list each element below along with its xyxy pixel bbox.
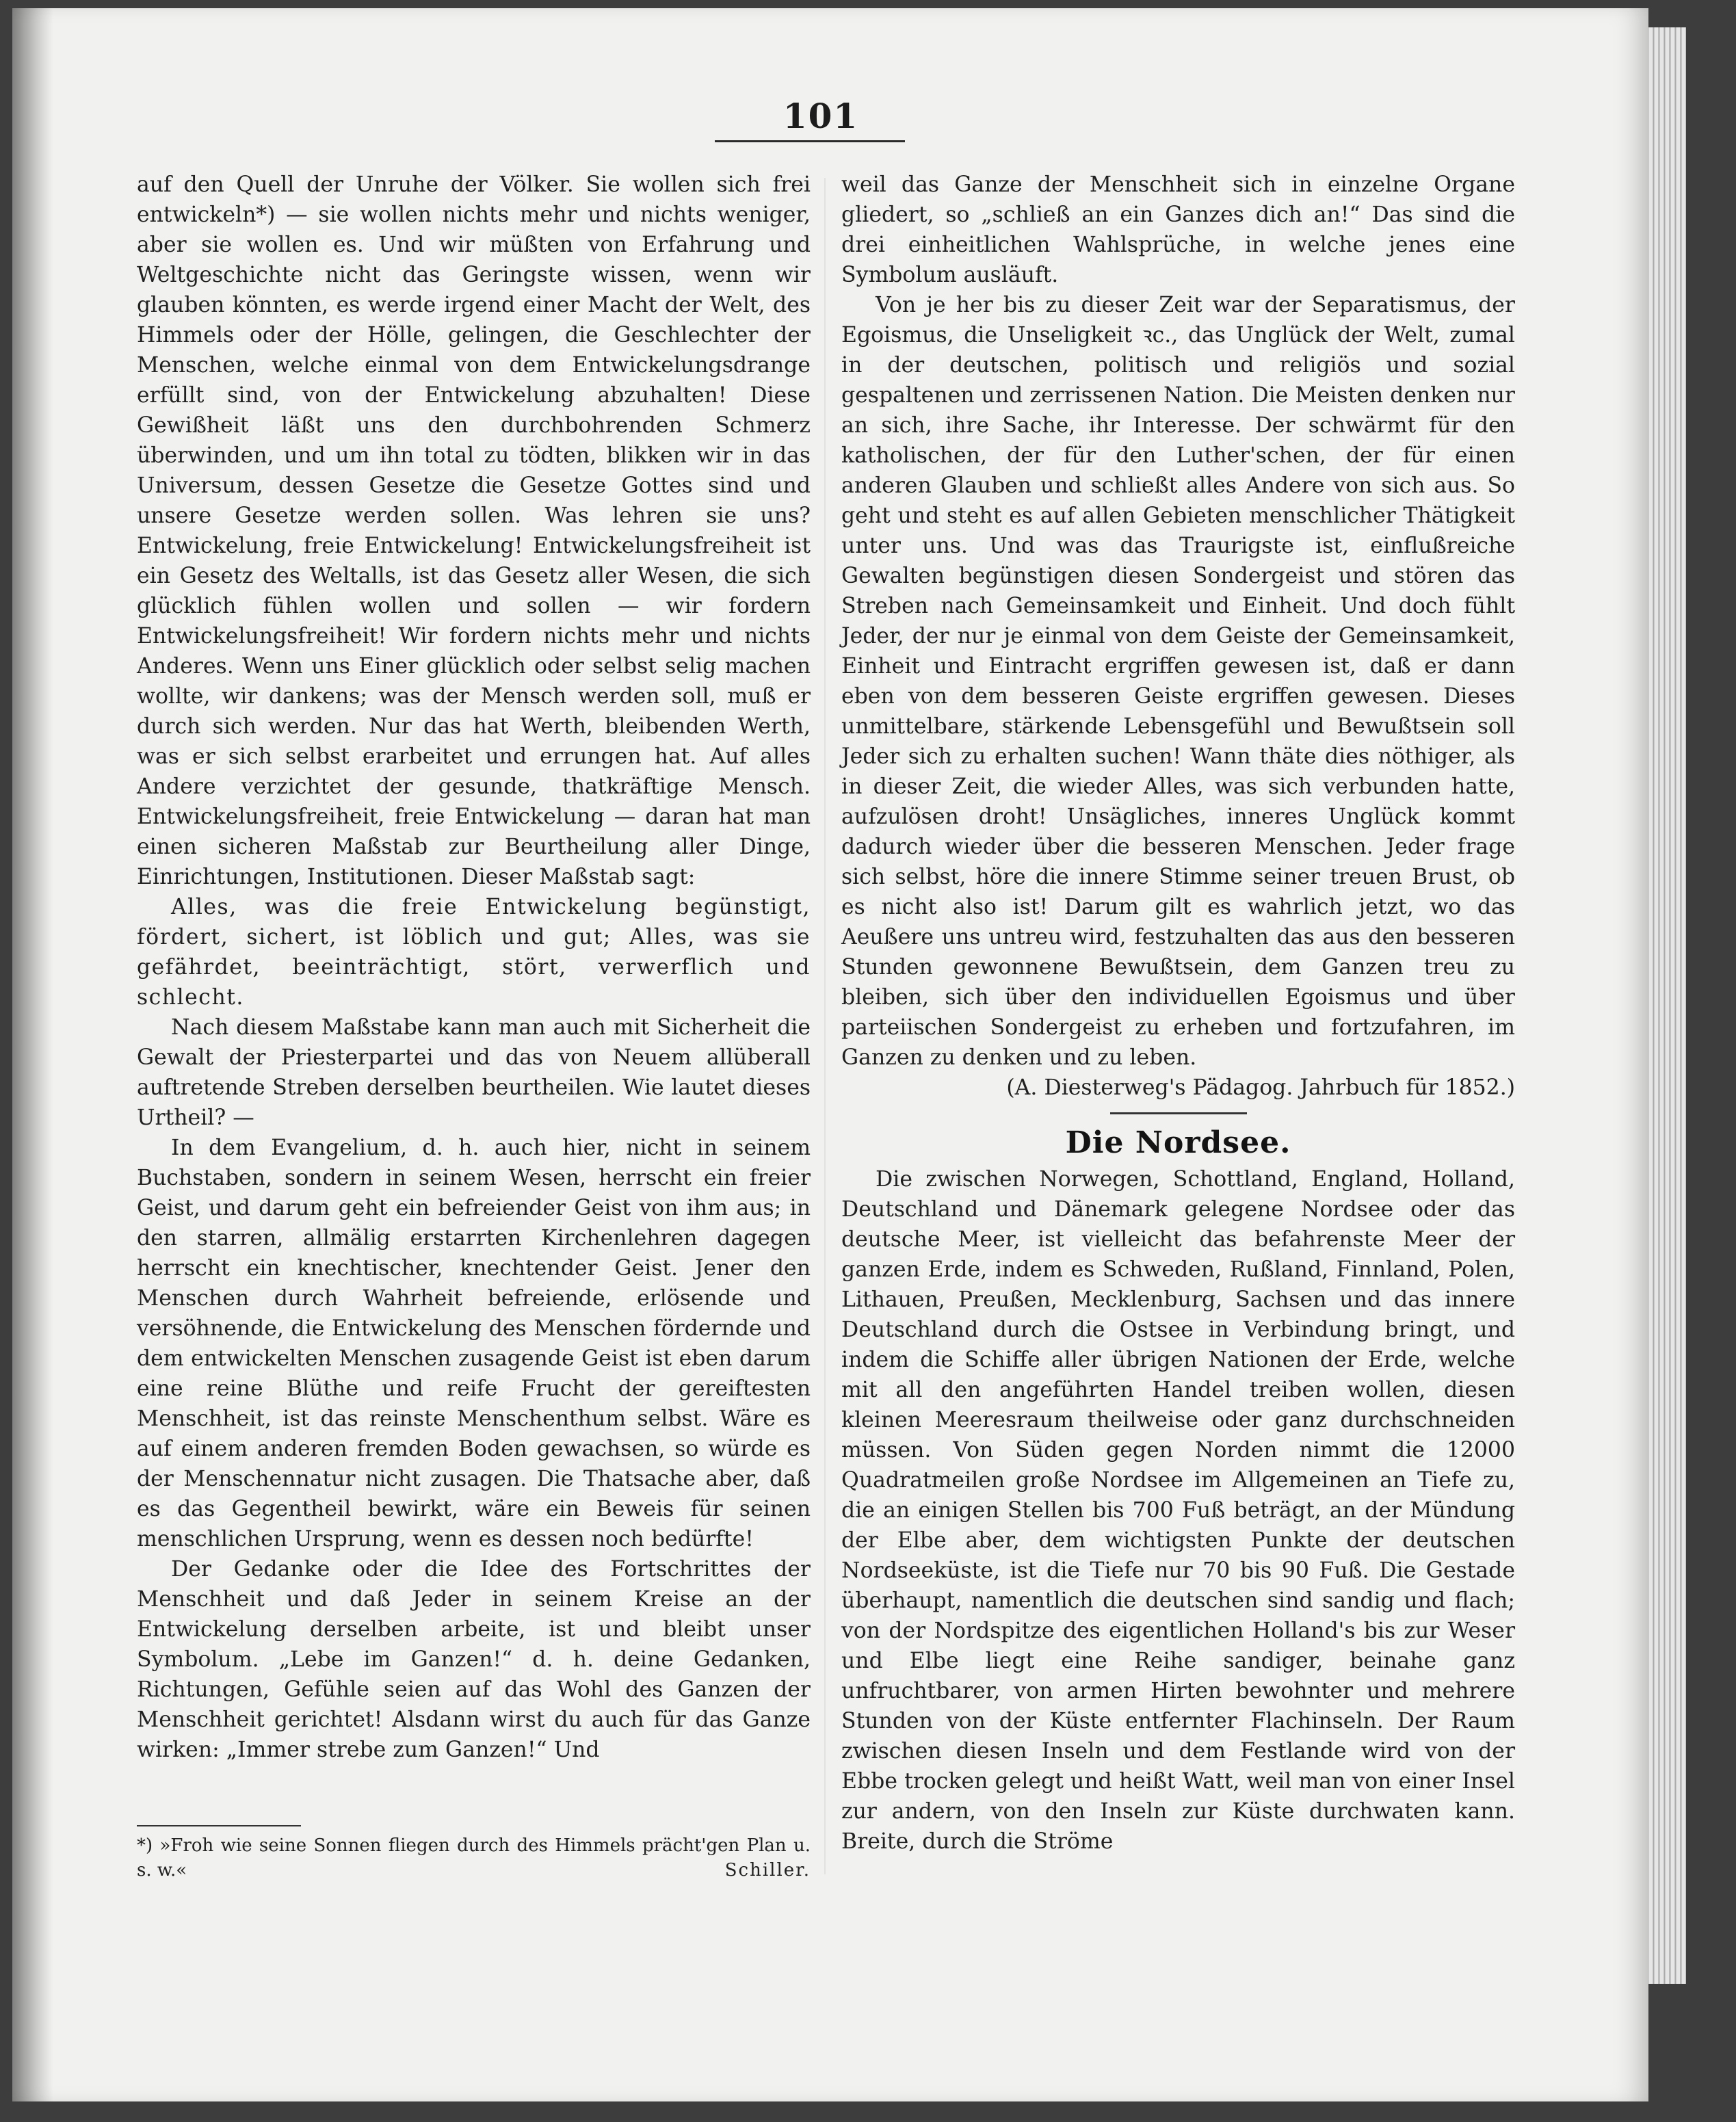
footnote-text: *) »Froh wie seine Sonnen fliegen durch des Himmels prächt'gen Plan u. s. w.« [137, 1835, 811, 1881]
nordsee-paragraph: Die zwischen Norwegen, Schottland, England, Holland, Deutschland und Dänemark gelegene Nordsee oder das deutsche Meer, ist vielleicht das befahrenste Meer der ganzen Erde, indem es Schweden, Rußland, Finnland, Polen, Lithauen, Preußen, Mecklenburg, Sachsen und das innere Deutschland durch die Ostsee in Verbindung bringt, und indem die Schiffe aller übrigen Nationen der Erde, welche mit all den angeführten Handel treiben wollen, diesen kleinen Meeresraum theilweise oder ganz durchschneiden müssen. Von Süden gegen Norden nimmt die 12000 Quadratmeilen große Nordsee im Allgemeinen an Tiefe zu, die an einigen Stellen bis 700 Fuß beträgt, an der Mündung der Elbe aber, dem wichtigsten Punkte der deutschen Nordseeküste, ist die Tiefe nur 70 bis 90 Fuß. Die Gestade überhaupt, namentlich die deutschen sind sandig und flach; von der Nordspitze des eigentlichen Holland's bis zur Weser und Elbe liegt eine Reihe sandiger, beinahe ganz unfruchtbarer, von armen Hirten bewohnter und mehrere Stunden von der Küste entfernter Flachinseln. Der Raum zwischen diesen Inseln und dem Festlande wird von der Ebbe trocken gelegt und heißt Watt, weil man von einer Insel zur andern, von den Inseln zur Küste durchwaten kann. Breite, durch die Ströme [841, 1167, 1515, 1854]
footnote-signature: Schiller. [724, 1860, 811, 1881]
left-column [137, 170, 811, 1880]
footnote-rule [137, 1825, 301, 1826]
column-divider [824, 178, 826, 1874]
left-paragraph-1: auf den Quell der Unruhe der Völker. Sie wollen sich frei entwickeln*) — sie wollen nichts mehr und nichts weniger, aber sie wollen es. Und wir müßten von Erfahrung und Weltgeschichte nicht das Geringste wissen, wenn wir glauben könnten, es werde irgend einer Macht der Welt, des Himmels oder der Hölle, gelingen, die Geschlechter der Menschen, welche einmal von dem Entwickelungsdrange erfüllt sind, von der Entwickelung abzuhalten! Diese Gewißheit läßt uns den durchbohrenden Schmerz überwinden, und um ihn total zu tödten, blikken wir in das Universum, dessen Gesetze die Gesetze Gottes sind und unsere Gesetze werden sollen. Was lehren sie uns? Entwickelung, freie Entwickelung! Entwickelungsfreiheit ist ein Gesetz des Weltalls, ist das Gesetz aller Wesen, die sich glücklich fühlen wollen und sollen — wir fordern Entwickelungsfreiheit! Wir fordern nichts mehr und nichts Anderes. Wenn uns Einer glücklich oder selbst selig machen wollte, wir dankens; was der Mensch werden soll, muß er durch sich werden. Nur das hat Werth, bleibenden Werth, was er sich selbst erarbeitet und errungen hat. Auf alles Andere verzichtet der gesunde, thatkräftige Mensch. Entwickelungsfreiheit, freie Entwickelung — daran hat man einen sicheren Maßstab zur Beurtheilung aller Dinge, Einrichtungen, Institutionen. Dieser Maßstab sagt: [137, 172, 811, 889]
page-number: 101 [782, 96, 859, 136]
gutter-shadow [12, 8, 53, 2101]
right-column [841, 170, 1515, 1887]
right-paragraph-1: weil das Ganze der Menschheit sich in einzelne Organe gliedert, so „schließ an ein Ganzes dich an!“ Das sind die drei einheitlichen Wahlsprüche, in welche jenes eine Symbolum ausläuft. [841, 172, 1515, 287]
left-paragraph-2-maxim: Alles, was die freie Entwickelung begünstigt, fördert, sichert, ist löblich und gut; Alles, was sie gefährdet, beeinträchtigt, stört, verwerflich und schlecht. [137, 895, 811, 1010]
citation: (A. Diesterweg's Pädagog. Jahrbuch für 1852.) [1006, 1075, 1515, 1100]
header-rule [715, 140, 905, 142]
section-divider [1110, 1112, 1247, 1114]
right-paragraph-2: Von je her bis zu dieser Zeit war der Separatismus, der Egoismus, die Unseligkeit ꝛc., das Unglück der Welt, zumal in der deutschen, politisch und religiös und sozial gespaltenen und zerrissenen Nation. Die Meisten denken nur an sich, ihre Sache, ihr Interesse. Der schwärmt für den katholischen, der für den Luther'schen, der für einen anderen Glauben und schließt alles Andere von sich aus. So geht und steht es auf allen Gebieten menschlicher Thätigkeit unter uns. Und was das Traurigste ist, einflußreiche Gewalten begünstigen diesen Sondergeist und stören das Streben nach Gemeinsamkeit und Einheit. Und doch fühlt Jeder, der nur je einmal von dem Geiste der Gemeinsamkeit, Einheit und Eintracht ergriffen gewesen ist, daß er dann eben von dem besseren Geiste ergriffen gewesen. Dieses unmittelbare, stärkende Lebensgefühl und Bewußtsein soll Jeder sich zu erhalten suchen! Wann thäte dies nöthiger, als in dieser Zeit, die wieder Alles, was sich verbunden hatte, aufzulösen droht! Unsägliches, inneres Unglück kommt dadurch wieder über die besseren Menschen. Jeder frage sich selbst, höre die innere Stimme seiner treuen Brust, ob es nicht also ist! Darum gilt es wahrlich jetzt, wo das Aeußere uns untreu wird, festzuhalten das aus den besseren Stunden gewonnene Bewußtsein, dem Ganzen treu zu bleiben, sich über den individuellen Egoismus und über parteiischen Sondergeist zu erheben und fortzufahren, im Ganzen zu denken und zu leben. [841, 293, 1515, 1070]
section-title: Die Nordsee. [1065, 1125, 1291, 1160]
left-paragraph-4: In dem Evangelium, d. h. auch hier, nicht in seinem Buchstaben, sondern in seinem Wesen, herrscht ein freier Geist, und darum geht ein befreiender Geist von ihm aus; in den starren, allmälig erstarrten Kirchenlehren dagegen herrscht ein knechtischer, knechtender Geist. Jener den Menschen durch Wahrheit befreiende, erlösende und versöhnende, die Entwickelung des Menschen fördernde und dem entwickelten Menschen zusagende Geist ist eben darum eine reine Blüthe und reife Frucht der gereiftesten Menschheit, ist das reinste Menschenthum selbst. Wäre es auf einem anderen fremden Boden gewachsen, so würde es der Menschennatur nicht zusagen. Die Thatsache aber, daß es das Gegentheil bewirkt, wäre ein Beweis für seinen menschlichen Ursprung, wenn es dessen noch bedürfte! [137, 1136, 811, 1551]
left-paragraph-3: Nach diesem Maßstabe kann man auch mit Sicherheit die Gewalt der Priesterpartei und das von Neuem allüberall auftretende Streben derselben beurtheilen. Wie lautet dieses Urtheil? — [137, 1015, 811, 1130]
footnote [137, 1833, 811, 1883]
left-paragraph-5: Der Gedanke oder die Idee des Fortschrittes der Menschheit und daß Jeder in seinem Kreise an der Entwickelung derselben arbeite, ist und bleibt unser Symbolum. „Lebe im Ganzen!“ d. h. deine Gedanken, Richtungen, Gefühle seien auf das Wohl des Ganzen der Menschheit gerichtet! Alsdann wirst du auch für das Ganze wirken: „Immer strebe zum Ganzen!“ Und [137, 1557, 811, 1762]
